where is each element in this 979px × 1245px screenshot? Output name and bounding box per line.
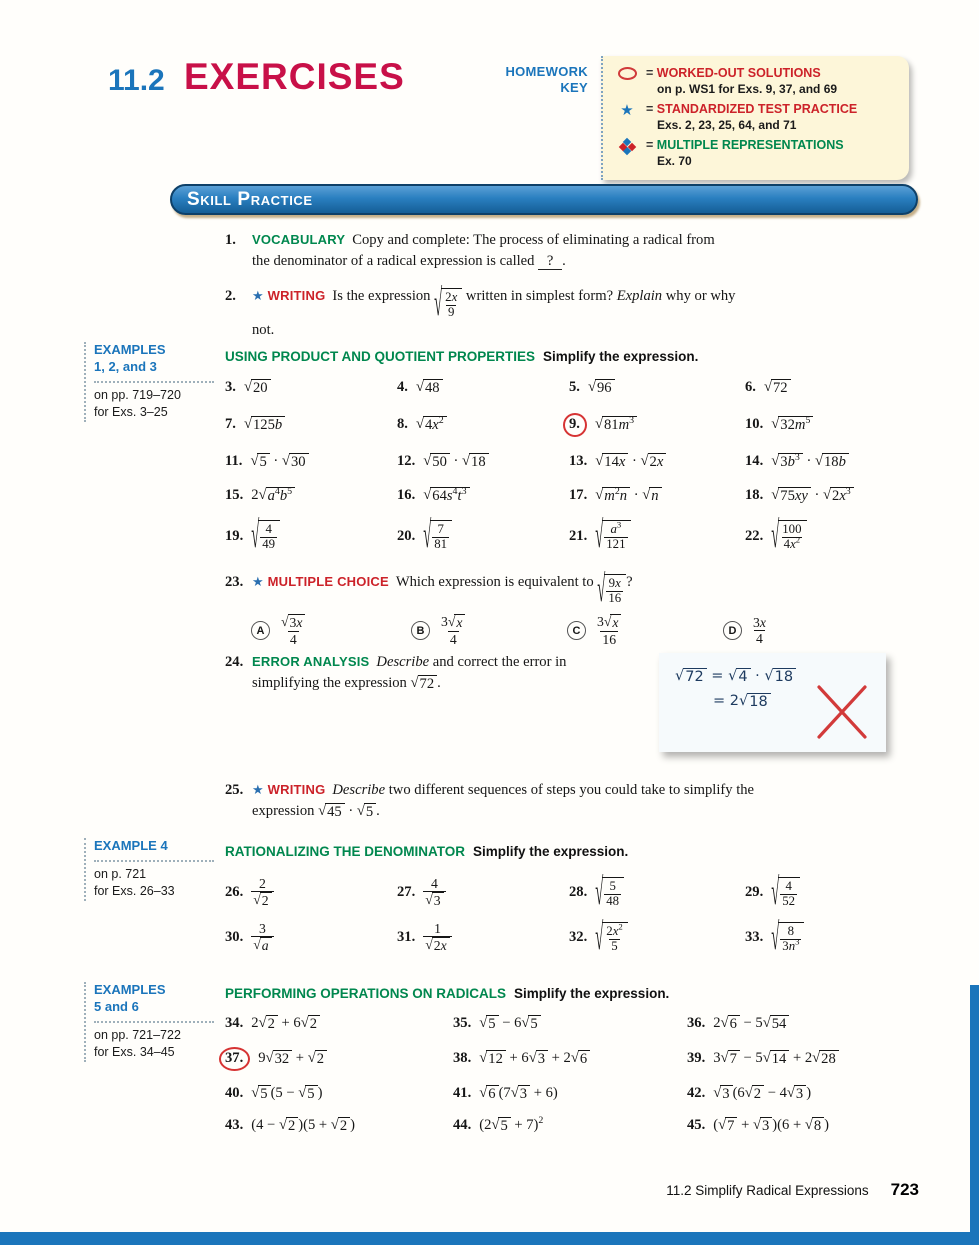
math-expression: 2 √ 6 − 5 √ 54 xyxy=(713,1015,789,1033)
dotted-divider xyxy=(94,1021,214,1023)
section-title: EXERCISES xyxy=(184,56,405,97)
equals-sign: = xyxy=(646,138,657,152)
homework-key-label-line2: KEY xyxy=(560,80,588,96)
star-icon: ★ xyxy=(252,574,264,589)
exercise-item-33 xyxy=(745,917,925,960)
section-heading-title: RATIONALIZING THE DENOMINATOR xyxy=(225,844,465,859)
exercise-item-32 xyxy=(569,917,745,960)
math-expression: 3 √ 7 − 5 √ 14 + 2 √ 28 xyxy=(713,1050,838,1068)
exercise-item-8 xyxy=(397,413,569,437)
math-expression: √ $\frac{2x}{9}$ xyxy=(434,288,462,304)
example-reference-note xyxy=(84,982,214,1062)
math-expression: 2 √ 2 + 6 √ 2 xyxy=(251,1015,320,1033)
key-icon-cell xyxy=(615,139,639,154)
key-item-text xyxy=(646,66,837,96)
section-heading-title: USING PRODUCT AND QUOTIENT PROPERTIES xyxy=(225,349,536,364)
math-expression: √ 5 − 6 √ 5 xyxy=(479,1015,540,1033)
error-analysis-box xyxy=(659,653,886,752)
exercise-item-30 xyxy=(225,921,397,954)
choices-row xyxy=(251,614,923,647)
choice-A xyxy=(251,614,411,647)
exercise-number: 6. xyxy=(745,379,756,396)
exercise-item-13 xyxy=(569,453,745,471)
exercise-number: 41. xyxy=(453,1085,472,1102)
exercise-number: 3. xyxy=(225,379,236,396)
dotted-divider xyxy=(94,381,214,383)
section-number: 11.2 xyxy=(108,64,165,97)
exercise-number: 16. xyxy=(397,486,416,503)
math-expression: √ $\frac{5}{48}$ xyxy=(595,877,624,909)
exercise-item-43 xyxy=(225,1117,453,1135)
exercise-number: 44. xyxy=(453,1116,472,1133)
math-expression: √ 125b xyxy=(244,416,285,434)
key-item-title: WORKED-OUT SOLUTIONS xyxy=(656,66,821,80)
page-edge-right-bar xyxy=(970,985,979,1245)
page-number: 723 xyxy=(890,1180,919,1199)
exercise-item-42 xyxy=(687,1085,925,1103)
math-expression: √ $\frac{100}{4x^2}$ xyxy=(771,520,806,552)
exercise-body: ERROR ANALYSIS Describe and correct the error in simplifying the expression √ 72 . xyxy=(252,654,567,693)
math-expression: √ $64s^4t^3$ xyxy=(423,487,469,505)
banner-label: Skill Practice xyxy=(187,188,313,210)
math-expression: √ 48 xyxy=(416,379,443,397)
math-expression: (4 − √ 2 )(5 + √ 2 ) xyxy=(251,1116,355,1134)
exercise-number: 29. xyxy=(745,884,764,901)
exercise-item-44 xyxy=(453,1114,687,1135)
exercise-item-7 xyxy=(225,413,397,437)
multiple-representations-icon xyxy=(620,139,635,154)
star-icon: ★ xyxy=(252,782,264,797)
key-item-title: STANDARDIZED TEST PRACTICE xyxy=(656,102,858,116)
math-expression: √ $\frac{8}{3n^3}$ xyxy=(771,922,804,954)
worked-out-circle-icon xyxy=(618,67,637,80)
exercise-item-3 xyxy=(225,379,397,397)
page-footer xyxy=(666,1180,919,1200)
exercise-number: 2. xyxy=(225,288,236,304)
math-expression: ( √ 7 + √ 3 )(6 + √ 8 ) xyxy=(713,1116,830,1134)
example-reference-note xyxy=(84,342,214,422)
exercise-grid-products xyxy=(225,379,925,558)
error-line-2: = 2 √ 18 xyxy=(675,693,876,711)
exercise-number: 30. xyxy=(225,929,244,946)
exercise-number: 32. xyxy=(569,929,588,946)
exercise-item-16 xyxy=(397,487,569,505)
fill-in-blank: ? xyxy=(538,254,562,270)
math-expression: 2 √ $a^4b^5$ xyxy=(251,487,295,505)
exercise-number: 45. xyxy=(687,1116,706,1133)
exercise-number-circled: 9. xyxy=(563,413,587,437)
key-item-detail: Exs. 2, 23, 25, 64, and 71 xyxy=(657,118,797,132)
math-expression: √ 5 · √ 30 xyxy=(250,453,308,471)
math-expression: $\frac{3x}{4}$ xyxy=(753,614,766,647)
exercise-item-9 xyxy=(569,413,745,437)
exercise-number: 15. xyxy=(225,486,244,503)
exercise-item-37 xyxy=(225,1047,453,1071)
math-expression: (2 √ 5 + 7)$^2$ xyxy=(479,1114,544,1134)
exercise-item-15 xyxy=(225,487,397,505)
exercise-number: 34. xyxy=(225,1015,244,1032)
math-expression: √ 6 (7 √ 3 + 6) xyxy=(479,1084,558,1102)
exercise-item-40 xyxy=(225,1085,453,1103)
exercise-tag: MULTIPLE CHOICE xyxy=(267,574,389,589)
exercise-item-4 xyxy=(397,379,569,397)
exercise-item-31 xyxy=(397,921,569,954)
section-heading-operations xyxy=(225,986,669,1001)
exercise-body: ★ WRITING Is the expression √ $\frac{2x}{9}$ written in simplest form? Explain why or why not. xyxy=(252,283,736,338)
exercise-number: 42. xyxy=(687,1085,706,1102)
exercise-item-35 xyxy=(453,1015,687,1033)
error-line-1: √ 72 = √ 4 · √ 18 xyxy=(675,668,876,686)
exercise-item-19 xyxy=(225,516,397,558)
key-item-detail: Ex. 70 xyxy=(657,154,692,168)
homework-key-box xyxy=(601,56,909,180)
math-expression: 4 √ 3 xyxy=(423,876,445,909)
exercise-number: 22. xyxy=(745,527,764,544)
skill-practice-banner xyxy=(170,184,918,215)
math-expression: 1 √ 2x xyxy=(423,921,451,954)
math-expression: √ $32m^5$ xyxy=(771,416,813,434)
math-expression: √ 72 xyxy=(764,379,791,397)
homework-key-item xyxy=(615,66,901,96)
homework-key-items xyxy=(615,66,901,168)
exercise-item-18 xyxy=(745,487,925,505)
exercise-number: 18. xyxy=(745,486,764,503)
homework-key-item xyxy=(615,102,901,132)
math-expression: 9 √ 32 + √ 2 xyxy=(258,1050,327,1068)
exercise-item-38 xyxy=(453,1047,687,1071)
exercise-item-28 xyxy=(569,872,745,915)
homework-key-label-line1: HOMEWORK xyxy=(505,64,588,79)
choice-letter-icon: C xyxy=(567,621,586,640)
exercise-tag: VOCABULARY xyxy=(252,232,346,247)
math-expression: √ 50 · √ 18 xyxy=(423,453,488,471)
exercise-tag: ERROR ANALYSIS xyxy=(252,654,370,669)
exercise-item-10 xyxy=(745,413,925,437)
math-expression: √ $81m^3$ xyxy=(595,416,637,434)
homework-key-label xyxy=(462,64,588,97)
math-expression: √ 3x 4 xyxy=(279,614,307,647)
exercise-body: VOCABULARY Copy and complete: The process of eliminating a radical from the denominator of a radical expression is called ? . xyxy=(252,232,715,270)
key-item-text xyxy=(646,138,844,168)
exercise-number: 7. xyxy=(225,416,236,433)
math-expression: √ 75xy · √ $2x^3$ xyxy=(771,487,854,505)
choice-letter-icon: A xyxy=(251,621,270,640)
exercise-item-5 xyxy=(569,379,745,397)
exercise-item-21 xyxy=(569,516,745,558)
math-expression: √ 45 · √ 5 xyxy=(318,803,376,819)
exercise-number: 27. xyxy=(397,884,416,901)
homework-key-item xyxy=(615,138,901,168)
footer-label: 11.2 Simplify Radical Expressions xyxy=(666,1183,869,1198)
choice-letter-icon: D xyxy=(723,621,742,640)
exercise-item-17 xyxy=(569,487,745,505)
math-expression: √ $m^2n$ · √ n xyxy=(595,487,661,505)
math-expression: √ $3b^3$ · √ 18b xyxy=(771,453,849,471)
example-note-heading: EXAMPLES 1, 2, and 3 xyxy=(94,342,166,374)
exercise-number: 20. xyxy=(397,527,416,544)
math-expression: √ $\frac{a^3}{121}$ xyxy=(595,520,630,552)
exercise-number: 38. xyxy=(453,1050,472,1067)
math-expression: √ $4x^2$ xyxy=(416,416,447,434)
star-icon: ★ xyxy=(252,288,264,303)
exercise-item-11 xyxy=(225,453,397,471)
math-expression: √ $\frac{9x}{16}$ xyxy=(597,574,626,590)
math-expression: 3 √ a xyxy=(251,921,273,954)
exercise-tag: WRITING xyxy=(267,782,326,797)
key-icon-cell xyxy=(615,67,639,80)
exercise-number: 8. xyxy=(397,416,408,433)
math-expression: 2 √ 2 xyxy=(251,876,273,909)
math-expression: 3 √ x 4 xyxy=(439,614,467,647)
key-item-detail: on p. WS1 for Exs. 9, 37, and 69 xyxy=(657,82,838,96)
exercise-body: ★ MULTIPLE CHOICE Which expression is equivalent to √ $\frac{9x}{16}$ ? xyxy=(252,569,633,612)
exercise-number: 31. xyxy=(397,929,416,946)
math-expression: √ 20 xyxy=(244,379,271,397)
exercise-item-20 xyxy=(397,516,569,558)
exercise-number: 10. xyxy=(745,416,764,433)
math-expression: √ 96 xyxy=(588,379,615,397)
exercise-body: ★ WRITING Describe two different sequences of steps you could take to simplify the expression √ 45 · √ 5 . xyxy=(252,782,755,821)
exercise-grid-rationalizing xyxy=(225,872,925,960)
choice-C xyxy=(567,614,723,647)
exercise-24 xyxy=(225,652,585,694)
exercise-item-39 xyxy=(687,1047,925,1071)
exercise-2 xyxy=(225,283,745,341)
exercise-number: 43. xyxy=(225,1116,244,1133)
exercise-number: 33. xyxy=(745,929,764,946)
exercise-number: 14. xyxy=(745,453,764,470)
exercise-23 xyxy=(225,569,905,612)
exercise-25 xyxy=(225,780,770,822)
math-expression: √ 5 (5 − √ 5 ) xyxy=(251,1084,323,1102)
equals-sign: = xyxy=(646,102,657,116)
equals-sign: = xyxy=(646,66,657,80)
section-heading-subtitle: Simplify the expression. xyxy=(473,844,629,859)
exercise-number: 1. xyxy=(225,232,236,248)
error-x-mark-icon xyxy=(814,683,870,741)
italic-text: Explain xyxy=(616,288,663,304)
choice-B xyxy=(411,614,567,647)
exercise-number: 12. xyxy=(397,453,416,470)
math-expression: √ 3 (6 √ 2 − 4 √ 3 ) xyxy=(713,1084,812,1102)
exercise-item-26 xyxy=(225,876,397,909)
exercise-item-41 xyxy=(453,1085,687,1103)
exercise-1 xyxy=(225,230,730,272)
section-heading-subtitle: Simplify the expression. xyxy=(543,349,699,364)
math-expression: √ $\frac{4}{52}$ xyxy=(771,877,800,909)
exercise-item-29 xyxy=(745,872,925,915)
example-reference-note xyxy=(84,838,214,901)
exercise-number: 39. xyxy=(687,1050,706,1067)
example-note-body: on pp. 721–722 for Exs. 34–45 xyxy=(94,1027,181,1060)
exercise-number: 40. xyxy=(225,1085,244,1102)
math-expression: 3 √ x 16 xyxy=(595,614,623,647)
exercise-item-45 xyxy=(687,1117,925,1135)
exercise-tag: WRITING xyxy=(267,288,326,303)
exercise-number: 36. xyxy=(687,1015,706,1032)
exercise-item-34 xyxy=(225,1015,453,1033)
exercise-number: 23. xyxy=(225,574,244,590)
exercise-item-22 xyxy=(745,516,925,558)
star-icon: ★ xyxy=(620,102,634,119)
dotted-divider xyxy=(94,860,214,862)
exercise-number-circled: 37. xyxy=(219,1047,250,1071)
math-expression: √ 14x · √ 2x xyxy=(595,453,666,471)
section-heading-title: PERFORMING OPERATIONS ON RADICALS xyxy=(225,986,507,1001)
exercise-grid-operations xyxy=(225,1015,925,1134)
exercise-number: 11. xyxy=(225,453,243,470)
exercise-item-14 xyxy=(745,453,925,471)
math-expression: √ $\frac{4}{49}$ xyxy=(251,520,280,552)
exercise-number: 19. xyxy=(225,527,244,544)
exercise-number: 5. xyxy=(569,379,580,396)
math-expression: √ 12 + 6 √ 3 + 2 √ 6 xyxy=(479,1050,590,1068)
exercise-number: 25. xyxy=(225,782,244,798)
key-item-text xyxy=(646,102,857,132)
exercise-number: 13. xyxy=(569,453,588,470)
math-expression: √ $\frac{2x^2}{5}$ xyxy=(595,922,628,954)
math-expression: √ $\frac{7}{81}$ xyxy=(423,520,452,552)
key-icon-cell xyxy=(615,103,639,118)
exercise-number: 17. xyxy=(569,486,588,503)
italic-text: Describe xyxy=(376,654,430,670)
exercise-number: 21. xyxy=(569,527,588,544)
italic-text: Describe xyxy=(332,782,386,798)
exercise-number: 35. xyxy=(453,1015,472,1032)
exercise-number: 4. xyxy=(397,379,408,396)
exercise-item-36 xyxy=(687,1015,925,1033)
exercise-item-27 xyxy=(397,876,569,909)
exercise-item-12 xyxy=(397,453,569,471)
section-heading-products xyxy=(225,349,698,364)
page-edge-bottom-bar xyxy=(0,1232,979,1245)
choice-D xyxy=(723,614,923,647)
example-note-heading: EXAMPLES 5 and 6 xyxy=(94,982,166,1014)
section-heading-rationalizing xyxy=(225,844,628,859)
example-note-body: on pp. 719–720 for Exs. 3–25 xyxy=(94,387,181,420)
choice-letter-icon: B xyxy=(411,621,430,640)
exercise-number: 28. xyxy=(569,884,588,901)
exercise-item-6 xyxy=(745,379,925,397)
example-note-heading: EXAMPLE 4 xyxy=(94,838,168,853)
key-item-title: MULTIPLE REPRESENTATIONS xyxy=(656,138,844,152)
example-note-body: on p. 721 for Exs. 26–33 xyxy=(94,866,175,899)
exercise-number: 26. xyxy=(225,884,244,901)
section-heading-subtitle: Simplify the expression. xyxy=(514,986,670,1001)
math-expression: √ 72 xyxy=(411,675,438,691)
exercise-number: 24. xyxy=(225,654,244,670)
